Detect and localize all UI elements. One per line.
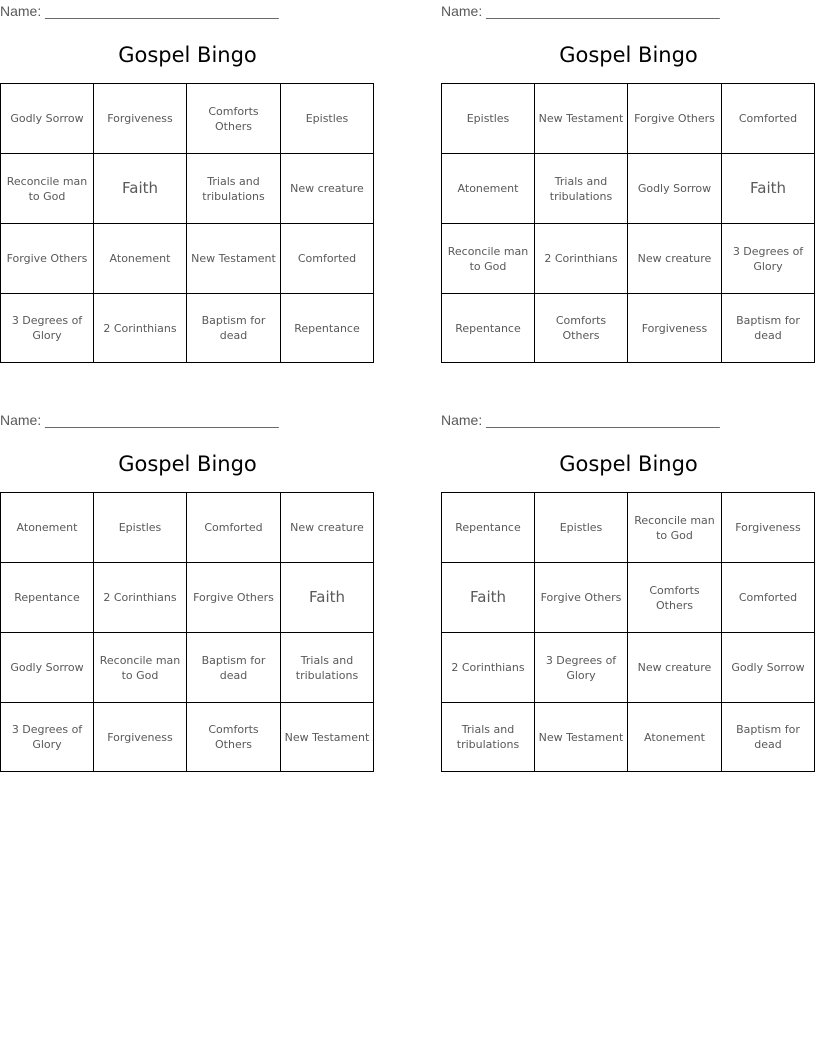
bingo-cell: Forgiveness: [628, 294, 722, 363]
bingo-cell-free: Faith: [442, 563, 535, 633]
bingo-cell: Godly Sorrow: [1, 633, 94, 703]
bingo-cell: Repentance: [442, 493, 535, 563]
bingo-cell: Atonement: [1, 493, 94, 563]
bingo-cell: Forgive Others: [535, 563, 628, 633]
name-field-label: Name: ______________________________: [441, 3, 720, 19]
card-title: Gospel Bingo: [559, 43, 698, 67]
bingo-cell: Comforted: [187, 493, 281, 563]
bingo-cell: Forgive Others: [628, 84, 722, 154]
bingo-cell: 3 Degrees of Glory: [1, 294, 94, 363]
bingo-cell: New creature: [281, 154, 374, 224]
bingo-cell-free: Faith: [281, 563, 374, 633]
bingo-cell: Forgive Others: [1, 224, 94, 294]
bingo-cell: Reconcile man to God: [1, 154, 94, 224]
bingo-cell: Godly Sorrow: [722, 633, 815, 703]
bingo-cell: Atonement: [442, 154, 535, 224]
bingo-cell: Repentance: [442, 294, 535, 363]
bingo-cell: Trials and tribulations: [442, 703, 535, 772]
bingo-cell: 2 Corinthians: [94, 294, 187, 363]
bingo-cell: Epistles: [442, 84, 535, 154]
bingo-cell: Forgiveness: [94, 703, 187, 772]
bingo-cell: 2 Corinthians: [535, 224, 628, 294]
bingo-cell: Atonement: [628, 703, 722, 772]
bingo-cell: Forgive Others: [187, 563, 281, 633]
bingo-cell-free: Faith: [722, 154, 815, 224]
bingo-grid: [441, 83, 815, 363]
bingo-cell: Comforts Others: [535, 294, 628, 363]
card-title: Gospel Bingo: [118, 43, 257, 67]
bingo-cell: Reconcile man to God: [94, 633, 187, 703]
bingo-grid: [0, 492, 374, 772]
bingo-cell: Comforts Others: [628, 563, 722, 633]
bingo-cell: 3 Degrees of Glory: [1, 703, 94, 772]
bingo-cell: Repentance: [281, 294, 374, 363]
bingo-cell: Epistles: [281, 84, 374, 154]
bingo-cell: Baptism for dead: [187, 294, 281, 363]
bingo-cell: Reconcile man to God: [442, 224, 535, 294]
bingo-cell: Trials and tribulations: [187, 154, 281, 224]
bingo-cell: New Testament: [535, 703, 628, 772]
bingo-grid: [441, 492, 815, 772]
bingo-cell: New creature: [628, 633, 722, 703]
bingo-cell: New Testament: [187, 224, 281, 294]
bingo-cell: 3 Degrees of Glory: [535, 633, 628, 703]
bingo-cell: Epistles: [535, 493, 628, 563]
bingo-cell: Godly Sorrow: [1, 84, 94, 154]
bingo-cell: Godly Sorrow: [628, 154, 722, 224]
bingo-cell: Comforts Others: [187, 84, 281, 154]
bingo-cell: Atonement: [94, 224, 187, 294]
bingo-cell: Baptism for dead: [722, 294, 815, 363]
bingo-cell: Comforted: [722, 563, 815, 633]
bingo-cell: Comforts Others: [187, 703, 281, 772]
bingo-cell: Epistles: [94, 493, 187, 563]
bingo-cell: Trials and tribulations: [281, 633, 374, 703]
name-field-label: Name: ______________________________: [441, 412, 720, 428]
bingo-cell: Forgiveness: [722, 493, 815, 563]
name-field-label: Name: ______________________________: [0, 412, 279, 428]
bingo-cell: Baptism for dead: [722, 703, 815, 772]
bingo-cell: 2 Corinthians: [94, 563, 187, 633]
bingo-cell: Reconcile man to God: [628, 493, 722, 563]
bingo-cell: New creature: [281, 493, 374, 563]
bingo-cell: Comforted: [722, 84, 815, 154]
bingo-cell: New creature: [628, 224, 722, 294]
bingo-cell-free: Faith: [94, 154, 187, 224]
bingo-cell: Baptism for dead: [187, 633, 281, 703]
bingo-cell: Forgiveness: [94, 84, 187, 154]
card-title: Gospel Bingo: [118, 452, 257, 476]
bingo-cell: 3 Degrees of Glory: [722, 224, 815, 294]
bingo-cell: Repentance: [1, 563, 94, 633]
bingo-cell: New Testament: [535, 84, 628, 154]
bingo-grid: [0, 83, 374, 363]
name-field-label: Name: ______________________________: [0, 3, 279, 19]
bingo-cell: Trials and tribulations: [535, 154, 628, 224]
card-title: Gospel Bingo: [559, 452, 698, 476]
bingo-cell: New Testament: [281, 703, 374, 772]
bingo-cell: Comforted: [281, 224, 374, 294]
bingo-cell: 2 Corinthians: [442, 633, 535, 703]
